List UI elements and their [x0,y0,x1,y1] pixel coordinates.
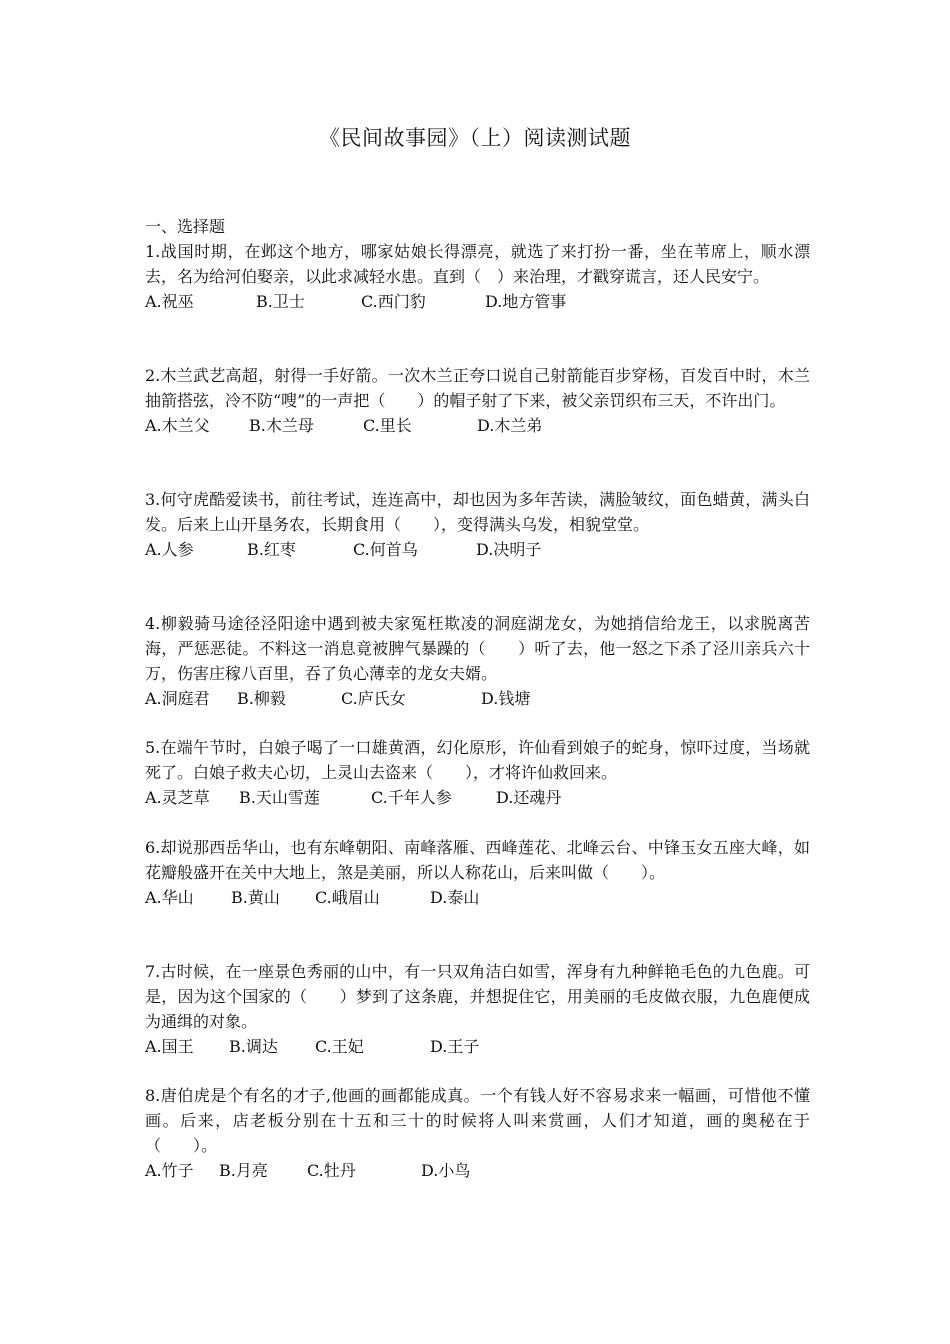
option-d: D.王子 [430,1037,480,1056]
option-a: A.洞庭君 [145,689,210,708]
question-8 [145,1083,810,1183]
option-a: A.华山 [145,888,194,907]
option-b: B.黄山 [231,888,280,907]
option-d: D.泰山 [430,888,480,907]
question-stem: 1.战国时期，在邺这个地方，哪家姑娘长得漂亮，就选了来打扮一番，坐在苇席上，顺水漂去，名为给河伯娶亲，以此求减轻水患。直到（ ）来治理，才戳穿谎言，还人民安宁。 [145,242,810,286]
option-row [145,686,810,711]
question-stem: 6.却说那西岳华山，也有东峰朝阳、南峰落雁、西峰莲花、北峰云台、中锋玉女五座大峰，如花瓣般盛开在关中大地上，煞是美丽，所以人称花山，后来叫做（ ）。 [145,838,810,882]
question-stem: 3.何守虎酷爱读书，前往考试，连连高中，却也因为多年苦读，满脸皱纹，面色蜡黄，满头白发。后来上山开垦务农，长期食用（ ），变得满头乌发，相貌堂堂。 [145,490,810,534]
question-5 [145,735,810,810]
option-b: B.红枣 [247,540,296,559]
option-c: C.王妃 [315,1037,364,1056]
option-a: A.人参 [145,540,194,559]
option-a: A.国王 [145,1037,194,1056]
option-b: B.天山雪莲 [239,788,320,807]
question-7 [145,959,810,1059]
option-c: C.千年人参 [371,788,452,807]
option-b: B.柳毅 [237,689,286,708]
question-6 [145,835,810,910]
option-row [145,289,810,314]
option-c: C.何首乌 [353,540,418,559]
option-b: B.月亮 [219,1161,268,1180]
option-a: A.祝巫 [145,292,194,311]
option-a: A.灵芝草 [145,788,210,807]
question-1 [145,239,810,314]
option-row [145,885,810,910]
option-a: A.竹子 [145,1161,194,1180]
question-4 [145,611,810,711]
option-a: A.木兰父 [145,416,210,435]
question-stem: 7.古时候，在一座景色秀丽的山中，有一只双角洁白如雪，浑身有九种鲜艳毛色的九色鹿。可是，因为这个国家的（ ）梦到了这条鹿，并想捉住它，用美丽的毛皮做衣服，九色鹿便成为通缉的对象。 [145,962,810,1031]
option-d: D.地方管事 [485,292,567,311]
option-c: C.里长 [363,416,412,435]
option-c: C.西门豹 [361,292,426,311]
option-d: D.决明子 [476,540,542,559]
option-c: C.峨眉山 [315,888,380,907]
option-row [145,537,810,562]
option-d: D.木兰弟 [477,416,543,435]
option-c: C.牡丹 [307,1161,356,1180]
option-b: B.调达 [229,1037,278,1056]
section-heading: 一、选择题 [145,217,226,236]
option-c: C.庐氏女 [341,689,406,708]
option-row [145,1158,810,1183]
question-stem: 4.柳毅骑马途径泾阳途中遇到被夫家冤枉欺凌的洞庭湖龙女，为她捎信给龙王，以求脱离苦海，严惩恶徒。不料这一消息竟被脾气暴躁的（ ）听了去，他一怒之下杀了泾川亲兵六十万，伤害庄稼八百里，吞了负心薄幸的龙女夫婿。 [145,614,810,683]
option-row [145,413,810,438]
question-stem: 5.在端午节时，白娘子喝了一口雄黄酒，幻化原形，许仙看到娘子的蛇身，惊吓过度，当场就死了。白娘子救夫心切，上灵山去盗来（ ），才将许仙救回来。 [145,738,810,782]
option-row [145,1034,810,1059]
page-title: 《民间故事园》（上）阅读测试题 [319,126,631,150]
question-stem: 2.木兰武艺高超，射得一手好箭。一次木兰正夸口说自己射箭能百步穿杨，百发百中时，木兰抽箭搭弦，冷不防“嗖”的一声把（ ）的帽子射了下来，被父亲罚织布三天，不许出门。 [145,366,810,410]
option-d: D.还魂丹 [496,788,562,807]
question-2 [145,363,810,438]
question-stem: 8.唐伯虎是个有名的才子,他画的画都能成真。一个有钱人好不容易求来一幅画，可惜他不懂画。后来，店老板分别在十五和三十的时候将人叫来赏画，人们才知道，画的奥秘在于（ ）。 [145,1086,810,1155]
option-d: D.小鸟 [421,1161,471,1180]
question-3 [145,487,810,562]
option-row [145,785,810,810]
option-b: B.木兰母 [249,416,314,435]
option-b: B.卫士 [256,292,305,311]
option-d: D.钱塘 [481,689,531,708]
